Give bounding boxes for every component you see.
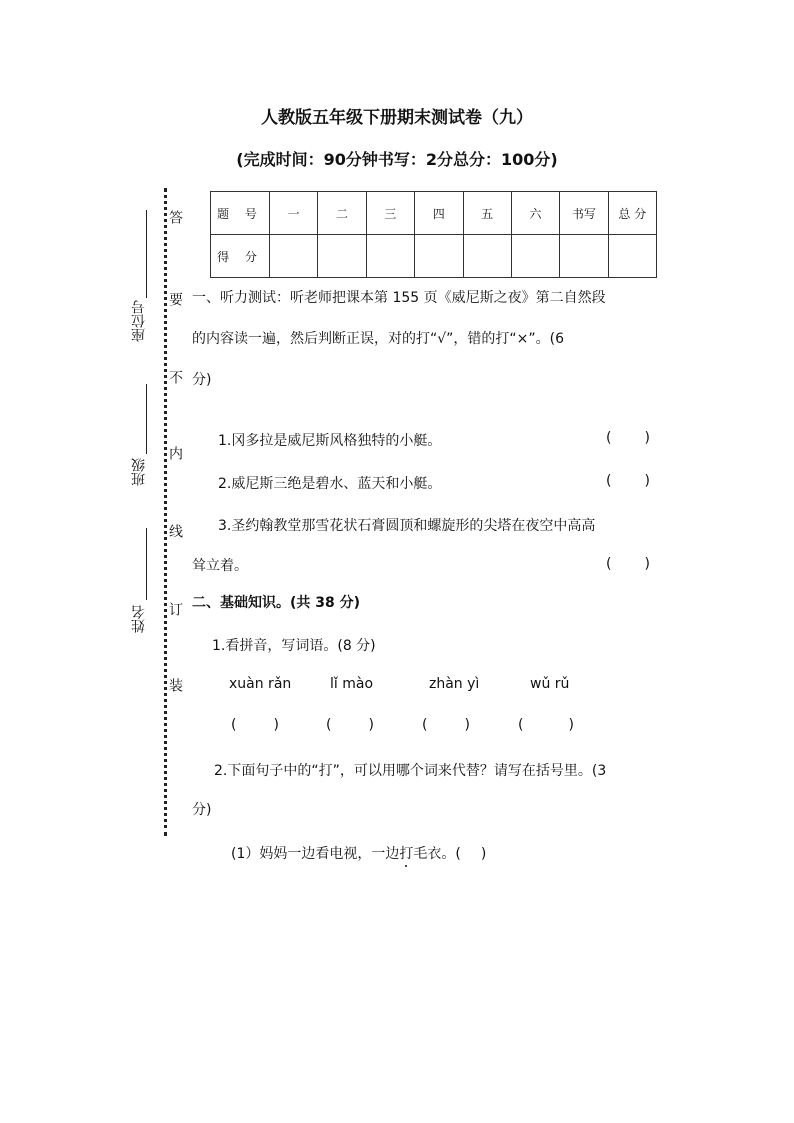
score-cell-5[interactable] — [463, 235, 511, 278]
section1-item-2: 2.威尼斯三绝是碧水、蓝天和小艇。 — [218, 476, 442, 492]
paren-close: ) — [568, 717, 574, 733]
margin-char-zhuang: 装 — [167, 678, 183, 692]
name-write-line — [146, 528, 147, 600]
score-table-header-row — [211, 192, 657, 235]
score-col-4: 四 — [415, 192, 463, 235]
score-cell-writing[interactable] — [560, 235, 608, 278]
word-answer-1[interactable] — [231, 717, 279, 733]
pinyin-4: wǔ rǔ — [530, 676, 570, 692]
margin-char-nei: 内 — [167, 446, 183, 460]
score-col-6: 六 — [511, 192, 559, 235]
paren-open: ( — [422, 717, 428, 733]
section2-q2-line2: 分) — [192, 802, 212, 818]
margin-char-yao: 要 — [167, 292, 183, 306]
sub1-text-after: 毛衣。( — [413, 846, 461, 862]
answer-paren-3[interactable] — [606, 556, 650, 572]
section1-heading-line3: 分) — [192, 372, 212, 388]
score-col-3: 三 — [366, 192, 414, 235]
score-cell-1[interactable] — [270, 235, 318, 278]
paren-close: ) — [273, 717, 279, 733]
section1-heading-line1: 一、听力测试：听老师把课本第 155 页《威尼斯之夜》第二自然段 — [192, 290, 606, 306]
class-label: 班级 — [131, 458, 147, 486]
word-answer-3[interactable] — [422, 717, 470, 733]
section2-q2-line1: 2.下面句子中的“打”，可以用哪个词来代替？请写在括号里。(3 — [214, 763, 607, 779]
score-col-1: 一 — [270, 192, 318, 235]
page-title: 人教版五年级下册期末测试卷（九） — [261, 108, 533, 128]
seat-label: 座位号 — [131, 300, 147, 342]
score-col-total: 总 分 — [608, 192, 656, 235]
section1-heading-line2: 的内容读一遍，然后判断正误，对的打“√”，错的打“×”。(6 — [192, 331, 565, 347]
margin-char-da: 答 — [167, 210, 183, 224]
answer-paren-1[interactable] — [606, 430, 650, 446]
page-subtitle: (完成时间：90分钟书写：2分总分：100分) — [236, 150, 558, 169]
emphasized-char: 打 — [399, 846, 414, 862]
section1-item-3: 3.圣约翰教堂那雪花状石膏圆顶和螺旋形的尖塔在夜空中高高 — [218, 518, 596, 534]
margin-char-ding: 订 — [167, 602, 183, 616]
name-label: 姓名 — [131, 605, 147, 633]
section2-q2-sub1 — [231, 843, 486, 863]
paren-open: ( — [606, 556, 612, 572]
binding-dotted-line — [164, 188, 167, 836]
paren-open: ( — [518, 717, 524, 733]
margin-char-xian: 线 — [167, 524, 183, 538]
pinyin-1: xuàn rǎn — [229, 676, 292, 692]
score-cell-6[interactable] — [511, 235, 559, 278]
paren-close: ) — [480, 846, 487, 862]
score-row-label: 得 分 — [211, 235, 270, 278]
paren-close: ) — [368, 717, 374, 733]
pinyin-3: zhàn yì — [429, 676, 480, 692]
score-col-label: 题 号 — [211, 192, 270, 235]
paren-open: ( — [326, 717, 332, 733]
score-col-2: 二 — [318, 192, 366, 235]
paren-close: ) — [644, 556, 650, 572]
score-cell-4[interactable] — [415, 235, 463, 278]
section2-heading: 二、基础知识。(共 38 分) — [192, 595, 361, 611]
sub1-text-before: (1）妈妈一边看电视，一边 — [231, 846, 400, 862]
score-cell-3[interactable] — [366, 235, 414, 278]
word-answer-2[interactable] — [326, 717, 374, 733]
score-cell-2[interactable] — [318, 235, 366, 278]
section1-item-3-cont: 耸立着。 — [192, 558, 248, 574]
paren-close: ) — [644, 430, 650, 446]
score-col-writing: 书写 — [560, 192, 608, 235]
paren-open: ( — [231, 717, 237, 733]
score-col-5: 五 — [463, 192, 511, 235]
pinyin-2: lǐ mào — [330, 676, 374, 692]
word-answer-4[interactable] — [518, 717, 574, 733]
score-cell-total[interactable] — [608, 235, 656, 278]
answer-paren-2[interactable] — [606, 473, 650, 489]
paren-open: ( — [606, 430, 612, 446]
score-table — [210, 191, 657, 278]
section1-item-1: 1.冈多拉是威尼斯风格独特的小艇。 — [218, 433, 442, 449]
seat-write-line — [146, 210, 147, 298]
paren-open: ( — [606, 473, 612, 489]
paren-close: ) — [464, 717, 470, 733]
score-table-score-row — [211, 235, 657, 278]
paren-close: ) — [644, 473, 650, 489]
margin-char-bu: 不 — [167, 370, 183, 384]
class-write-line — [146, 384, 147, 454]
section2-q1: 1.看拼音，写词语。(8 分) — [212, 638, 376, 654]
